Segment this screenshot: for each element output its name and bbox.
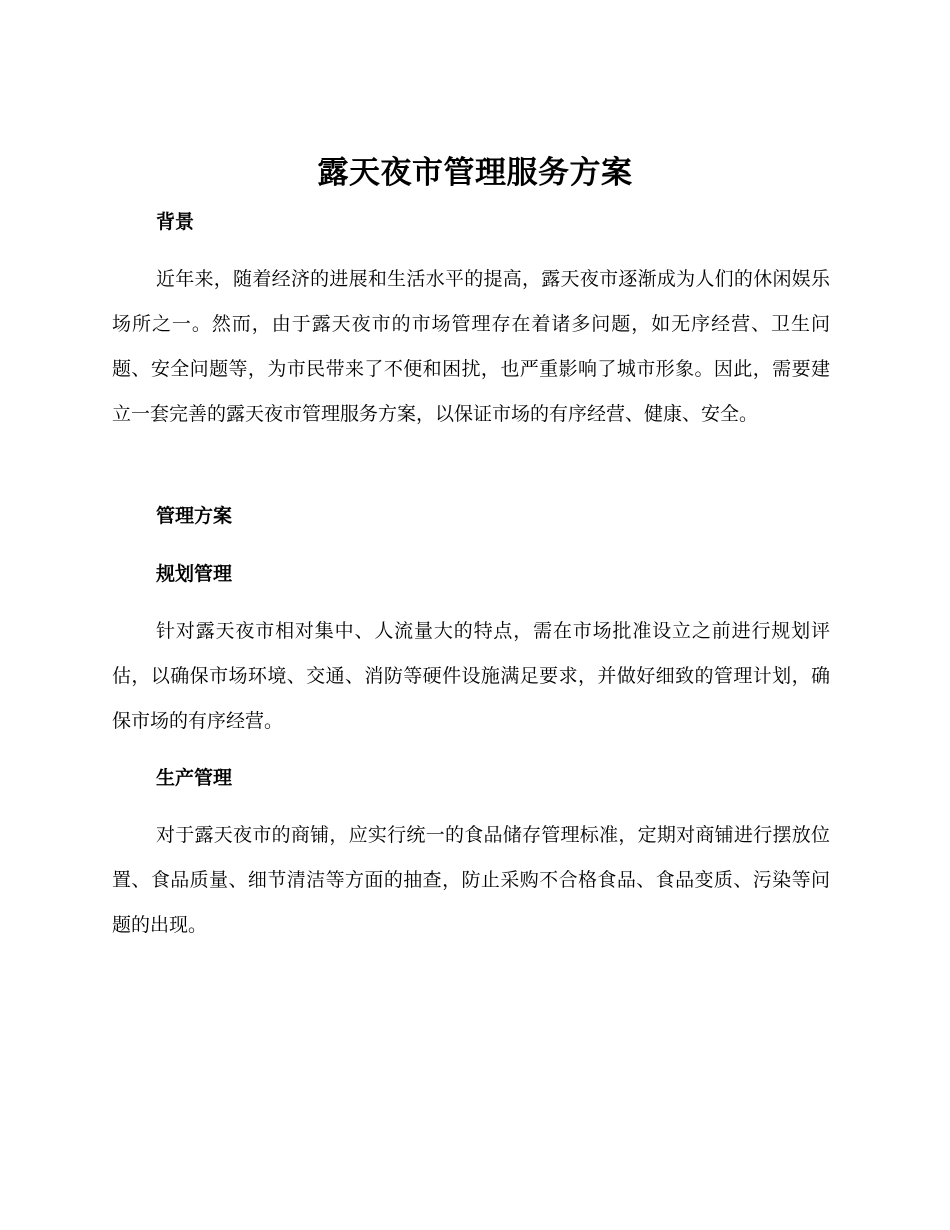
paragraph-planning: 针对露天夜市相对集中、人流量大的特点，需在市场批准设立之前进行规划评估，以确保市场环境、交通、消防等硬件设施满足要求，并做好细致的管理计划，确保市场的有序经营。 [112, 620, 830, 732]
section-heading-management: 管理方案 [156, 505, 233, 527]
section-heading-planning: 规划管理 [156, 563, 233, 585]
paragraph-background: 近年来，随着经济的进展和生活水平的提高，露天夜市逐渐成为人们的休闲娱乐场所之一。然而，由于露天夜市的市场管理存在着诸多问题，如无序经营、卫生问题、安全问题等，为市民带来了不便和困扰，也严重影响了城市形象。因此，需要建立一套完善的露天夜市管理服务方案，以保证市场的有序经营、健康、安全。 [112, 268, 830, 425]
section-heading-background: 背景 [156, 211, 195, 233]
document-title: 露天夜市管理服务方案 [317, 155, 633, 191]
paragraph-production: 对于露天夜市的商铺，应实行统一的食品储存管理标准，定期对商铺进行摆放位置、食品质量、细节清洁等方面的抽查，防止采购不合格食品、食品变质、污染等问题的出现。 [112, 824, 830, 936]
section-heading-production: 生产管理 [156, 767, 233, 789]
